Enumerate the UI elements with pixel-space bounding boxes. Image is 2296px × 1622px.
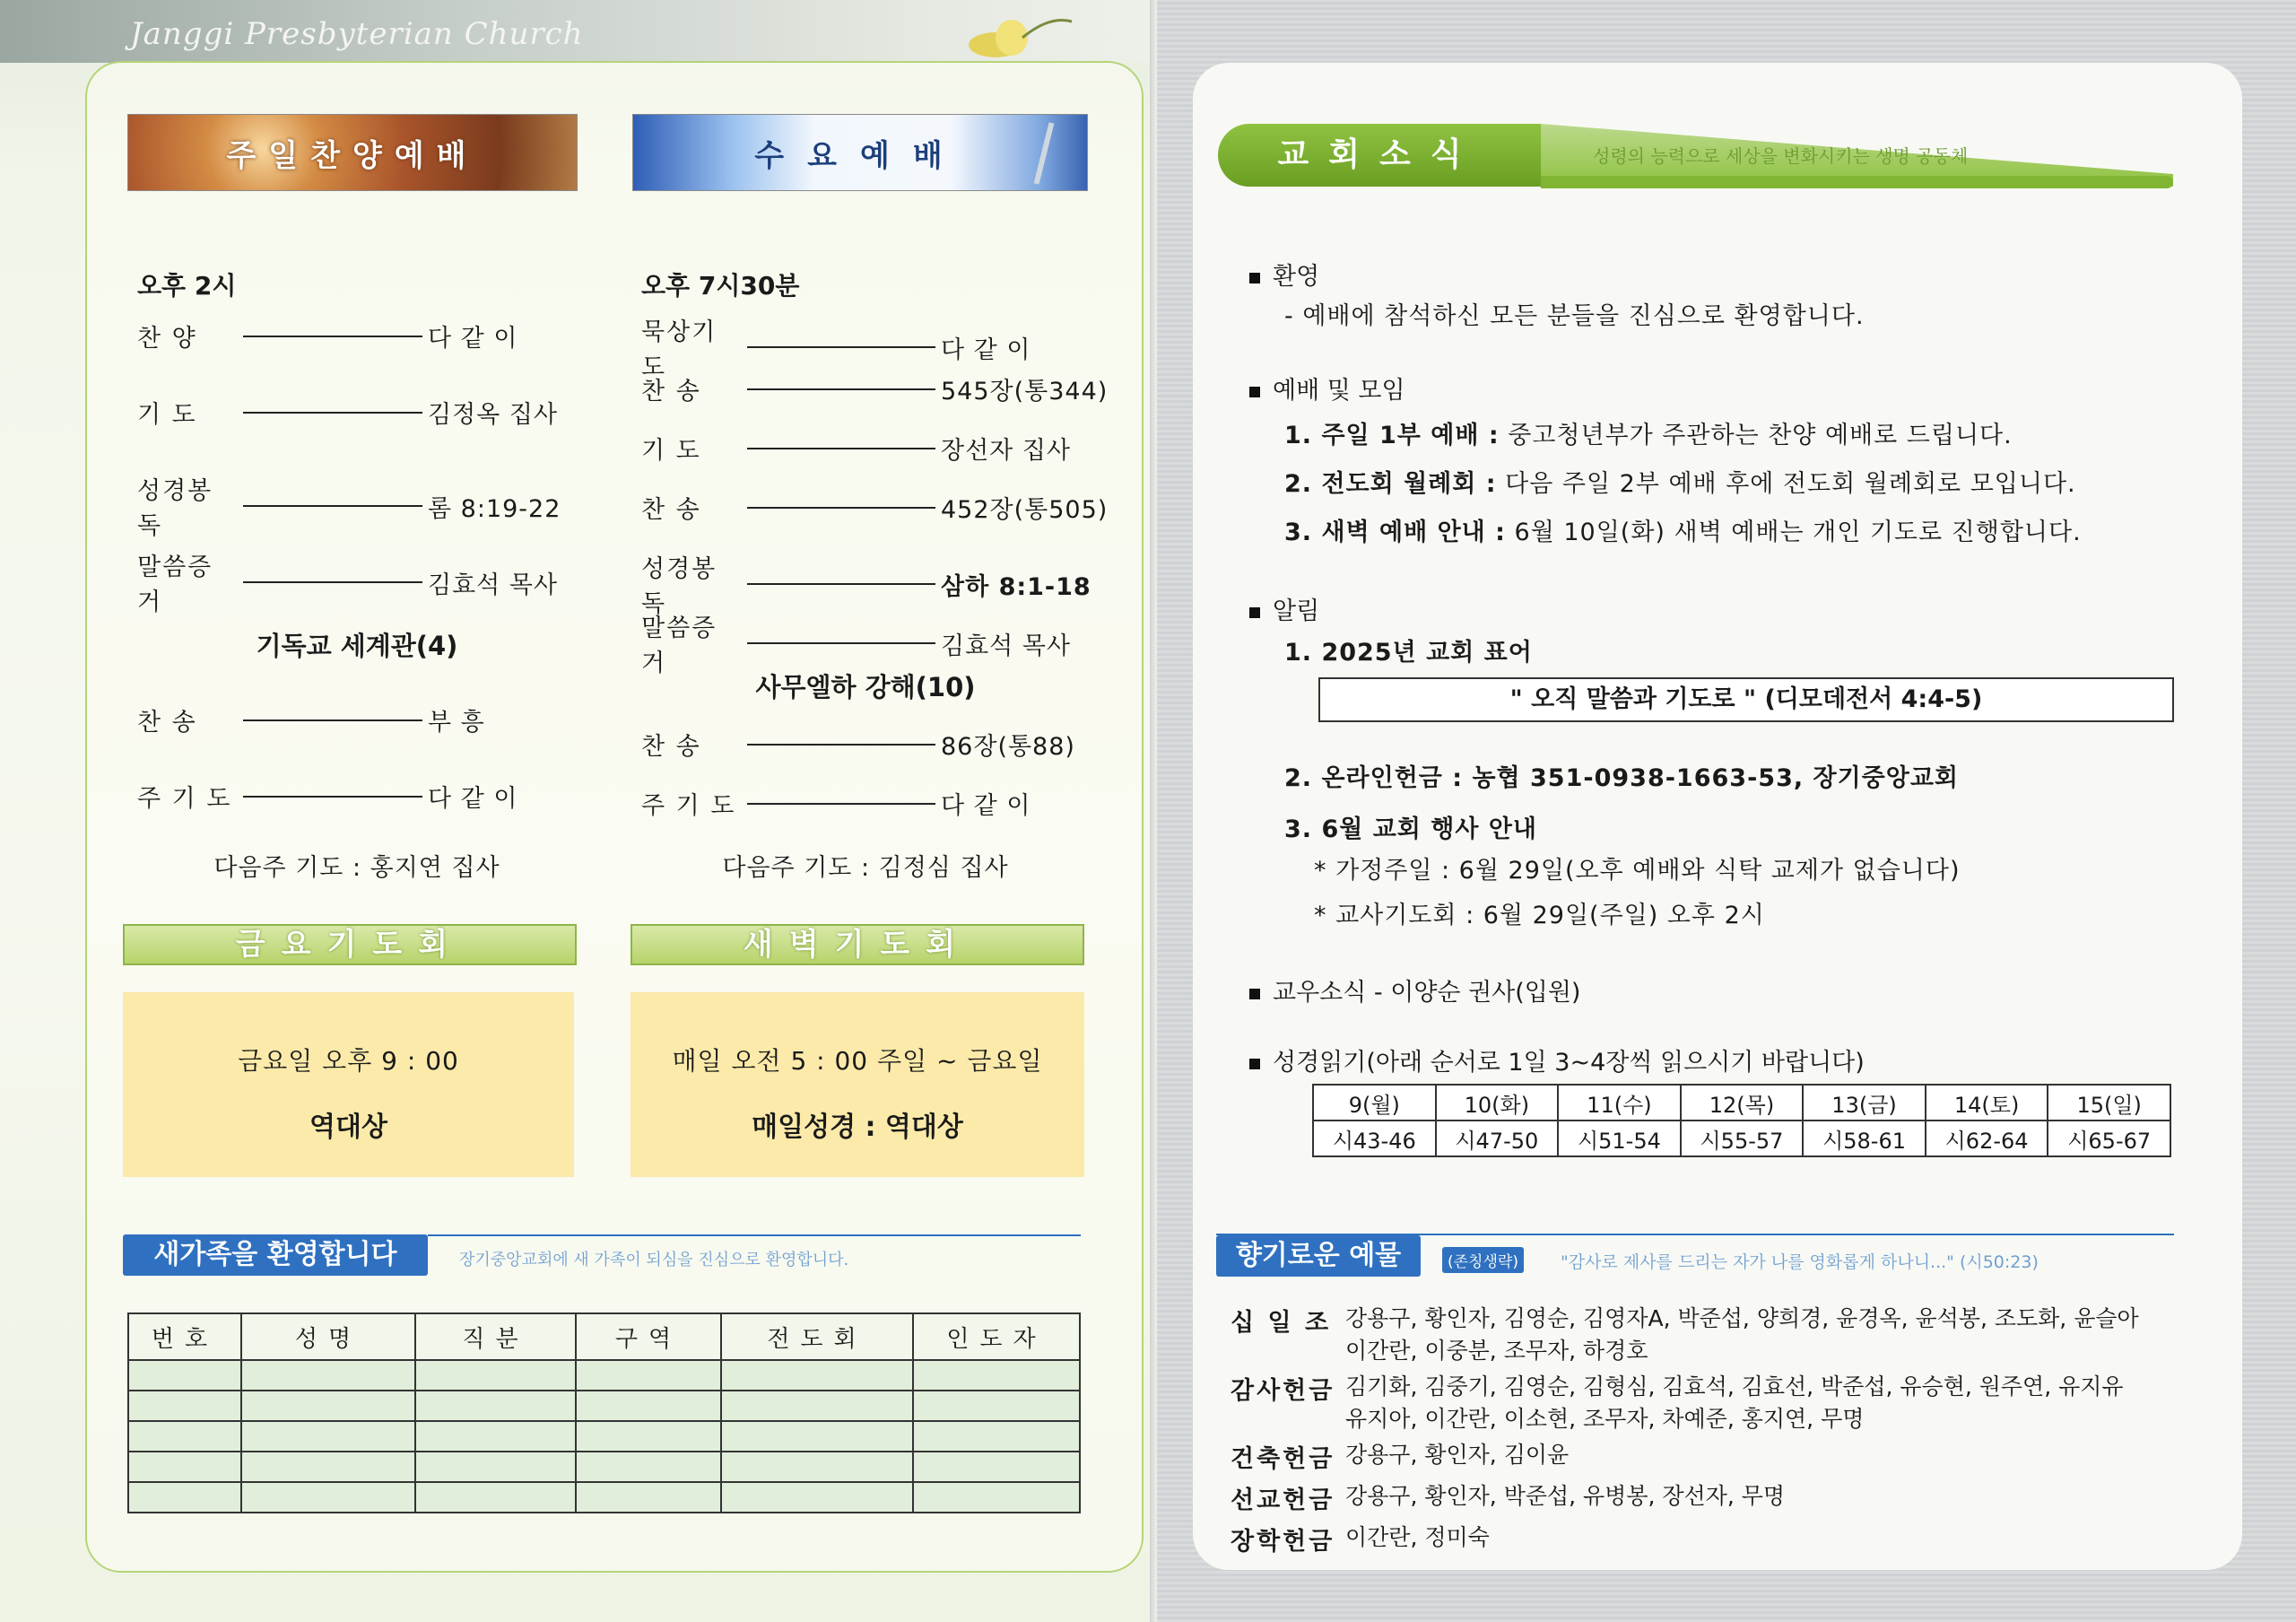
wednesday-order-row bbox=[641, 786, 1031, 821]
wednesday-next-prayer: 다음주 기도 : 김정심 집사 bbox=[722, 854, 1009, 882]
leader-line bbox=[243, 719, 422, 721]
offering-title: 향기로운 예물 bbox=[1216, 1235, 1421, 1277]
sunday-time: 오후 2시 bbox=[137, 271, 237, 301]
leader-line bbox=[747, 744, 935, 746]
table-cell: 10(화) bbox=[1436, 1085, 1559, 1121]
friday-prayer-banner: 금요기도회 bbox=[123, 924, 577, 965]
offering-category: 건축헌금 bbox=[1231, 1445, 1335, 1473]
leader-line bbox=[243, 505, 422, 507]
order-value: 장선자 집사 bbox=[941, 437, 1071, 465]
offering-names: 유지아, 이간란, 이소현, 조무자, 차예준, 홍지연, 무명 bbox=[1345, 1406, 1865, 1432]
flower-icon bbox=[960, 11, 1076, 65]
order-value: 다 같 이 bbox=[428, 785, 518, 813]
leader-line bbox=[747, 388, 935, 390]
order-label: 기 도 bbox=[137, 401, 197, 429]
leader-line bbox=[747, 346, 935, 348]
item-label: 2. 전도회 월례회 : bbox=[1284, 470, 1497, 498]
order-label: 찬 양 bbox=[137, 325, 197, 353]
table-header: 직분 bbox=[415, 1313, 576, 1360]
member-news-text: 교우소식 - 이양순 권사(입원) bbox=[1273, 979, 1581, 1007]
news-banner-underline bbox=[1541, 176, 2173, 188]
table-cell: 15(일) bbox=[2048, 1085, 2170, 1121]
order-value: 부 흥 bbox=[428, 709, 485, 737]
notice-events-label: 3. 6월 교회 행사 안내 bbox=[1284, 815, 1538, 843]
friday-text: 역대상 bbox=[309, 1112, 387, 1143]
offering-names: 김기화, 김중기, 김영순, 김형심, 김효석, 김효선, 박준섭, 유승현, 원주연, 유지유 bbox=[1345, 1373, 2124, 1400]
table-cell: 11(수) bbox=[1558, 1085, 1681, 1121]
dawn-prayer-banner: 새벽기도회 bbox=[631, 924, 1084, 965]
table-cell: 시47-50 bbox=[1436, 1121, 1559, 1156]
bible-reading-heading bbox=[1249, 1042, 1865, 1077]
offering-category: 십 일 조 bbox=[1231, 1309, 1332, 1337]
leader-line bbox=[243, 581, 422, 583]
sunday-order-row bbox=[137, 471, 561, 541]
leader-line bbox=[747, 642, 935, 644]
order-label: 찬 송 bbox=[641, 733, 701, 761]
dawn-time: 매일 오전 5 : 00 주일 ~ 금요일 bbox=[672, 1046, 1043, 1076]
table-header-row bbox=[128, 1313, 1080, 1360]
friday-prayer-box bbox=[123, 992, 574, 1177]
bullet-square-icon bbox=[1249, 607, 1260, 618]
table-cell: 9(월) bbox=[1313, 1085, 1436, 1121]
offering-quote: "감사로 제사를 드리는 자가 나를 영화롭게 하나니..." (시50:23) bbox=[1561, 1252, 2039, 1272]
order-value: 김효석 목사 bbox=[941, 632, 1071, 660]
worship-item bbox=[1284, 512, 2082, 547]
leader-line bbox=[747, 507, 935, 509]
table-header: 전도회 bbox=[721, 1313, 913, 1360]
cross-icon bbox=[1034, 122, 1055, 184]
worship-item bbox=[1284, 415, 2013, 450]
church-news-title: 교회소식 bbox=[1218, 124, 1541, 187]
sunday-order-row bbox=[137, 395, 558, 430]
welcome-text: - 예배에 참석하신 모든 분들을 진심으로 환영합니다. bbox=[1284, 302, 1865, 330]
table-row bbox=[128, 1452, 1080, 1482]
order-label: 찬 송 bbox=[137, 709, 197, 737]
table-cell: 시65-67 bbox=[2048, 1121, 2170, 1156]
order-label: 주 기 도 bbox=[137, 785, 232, 813]
notice-event-item: * 교사기도회 : 6월 29일(주일) 오후 2시 bbox=[1314, 902, 1765, 929]
table-row bbox=[128, 1421, 1080, 1452]
bullet-square-icon bbox=[1249, 989, 1260, 999]
bullet-square-icon bbox=[1249, 273, 1260, 283]
dawn-prayer-box bbox=[631, 992, 1084, 1177]
item-text: 6월 10일(화) 새벽 예배는 개인 기도로 진행합니다. bbox=[1505, 519, 2082, 546]
newcomer-note: 장기중앙교회에 새 가족이 되심을 진심으로 환영합니다. bbox=[459, 1251, 849, 1269]
worship-item bbox=[1284, 464, 2076, 499]
heading-text: 알림 bbox=[1273, 597, 1320, 625]
dawn-text: 매일성경 : 역대상 bbox=[752, 1112, 963, 1143]
sunday-next-prayer: 다음주 기도 : 홍지연 집사 bbox=[213, 854, 500, 882]
order-label: 성경봉독 bbox=[641, 555, 718, 618]
offering-row bbox=[1231, 1439, 1569, 1474]
leader-line bbox=[243, 412, 422, 414]
order-value: 다 같 이 bbox=[428, 325, 518, 353]
offering-names: 이간란, 이중분, 조무자, 하경호 bbox=[1345, 1338, 1648, 1364]
offering-names: 강용구, 황인자, 김이윤 bbox=[1345, 1442, 1570, 1468]
order-value: 롬 8:19-22 bbox=[428, 494, 561, 523]
leader-line bbox=[747, 583, 935, 585]
notice-online-offering: 2. 온라인헌금 : 농협 351-0938-1663-53, 장기중앙교회 bbox=[1284, 764, 1960, 792]
offering-row bbox=[1231, 1480, 1785, 1515]
order-label: 말씀증거 bbox=[641, 615, 718, 677]
leader-line bbox=[747, 803, 935, 805]
table-row bbox=[1313, 1085, 2170, 1121]
order-value: 452장(통505) bbox=[941, 496, 1109, 524]
offering-category: 선교헌금 bbox=[1231, 1487, 1335, 1514]
newcomer-title: 새가족을 환영합니다 bbox=[123, 1234, 428, 1276]
offering-names: 강용구, 황인자, 박준섭, 유병봉, 장선자, 무명 bbox=[1345, 1483, 1786, 1509]
table-row bbox=[128, 1360, 1080, 1391]
order-label: 찬 송 bbox=[641, 496, 701, 524]
wednesday-worship-banner bbox=[632, 114, 1088, 191]
table-cell: 시43-46 bbox=[1313, 1121, 1436, 1156]
church-news-tagline: 성령의 능력으로 세상을 변화시키는 생명 공동체 bbox=[1593, 145, 1969, 167]
offering-row bbox=[1231, 1303, 2139, 1367]
offering-names: 강용구, 황인자, 김영순, 김영자A, 박준섭, 양희경, 윤경옥, 윤석봉, 조도화, 윤슬아 bbox=[1345, 1305, 2139, 1331]
table-cell: 시55-57 bbox=[1681, 1121, 1804, 1156]
table-header: 성명 bbox=[241, 1313, 415, 1360]
sunday-order-row bbox=[137, 547, 558, 617]
sunday-worship-banner bbox=[127, 114, 578, 191]
table-cell: 14(토) bbox=[1926, 1085, 2048, 1121]
order-value: 김정옥 집사 bbox=[428, 401, 558, 429]
offering-names: 이간란, 정미숙 bbox=[1345, 1524, 1490, 1550]
table-row bbox=[1313, 1121, 2170, 1156]
newcomer-table bbox=[127, 1312, 1081, 1513]
order-value: 545장(통344) bbox=[941, 378, 1109, 406]
offering-category: 장학헌금 bbox=[1231, 1528, 1335, 1556]
welcome-heading bbox=[1249, 257, 1319, 292]
order-label: 묵상기도 bbox=[641, 318, 718, 381]
table-cell: 13(금) bbox=[1803, 1085, 1926, 1121]
leader-line bbox=[243, 336, 422, 337]
sunday-order-row bbox=[137, 702, 485, 737]
order-label: 말씀증거 bbox=[137, 554, 213, 616]
order-value: 김효석 목사 bbox=[428, 571, 558, 599]
notice-event-item: * 가정주일 : 6월 29일(오후 예배와 식탁 교제가 없습니다) bbox=[1314, 857, 1961, 885]
leader-line bbox=[243, 796, 422, 798]
heading-text: 예배 및 모임 bbox=[1273, 377, 1405, 405]
sunday-sermon-title: 기독교 세계관(4) bbox=[256, 631, 458, 661]
order-value: 다 같 이 bbox=[941, 336, 1031, 364]
newcomer-rule bbox=[428, 1234, 1081, 1236]
table-cell: 12(목) bbox=[1681, 1085, 1804, 1121]
bullet-square-icon bbox=[1249, 387, 1260, 397]
offering-row bbox=[1231, 1522, 1490, 1557]
bullet-square-icon bbox=[1249, 1059, 1260, 1069]
wednesday-time: 오후 7시30분 bbox=[641, 271, 800, 301]
offering-honorific-note: (존칭생략) bbox=[1442, 1247, 1524, 1273]
order-value: 86장(통88) bbox=[941, 733, 1075, 761]
friday-time: 금요일 오후 9 : 00 bbox=[238, 1046, 459, 1076]
sunday-worship-title: 주일찬양예배 bbox=[226, 137, 479, 174]
leader-line bbox=[747, 448, 935, 449]
wednesday-order-row bbox=[641, 371, 1108, 406]
table-row bbox=[128, 1482, 1080, 1513]
offering-row bbox=[1231, 1371, 2124, 1435]
table-cell: 시62-64 bbox=[1926, 1121, 2048, 1156]
brand-title: Janggi Presbyterian Church bbox=[130, 16, 584, 52]
order-label: 기 도 bbox=[641, 437, 701, 465]
wednesday-sermon-title: 사무엘하 강해(10) bbox=[755, 672, 976, 702]
wednesday-order-row bbox=[641, 431, 1071, 466]
order-value: 다 같 이 bbox=[941, 792, 1031, 820]
table-header: 구역 bbox=[576, 1313, 721, 1360]
item-text: 다음 주일 2부 예배 후에 전도회 월례회로 모입니다. bbox=[1496, 470, 2076, 498]
wednesday-worship-title: 수요예배 bbox=[754, 137, 966, 174]
table-header: 번호 bbox=[128, 1313, 241, 1360]
bible-reading-table bbox=[1312, 1084, 2171, 1157]
notice-heading bbox=[1249, 591, 1319, 626]
worship-heading bbox=[1249, 371, 1405, 406]
item-label: 3. 새벽 예배 안내 : bbox=[1284, 519, 1506, 546]
table-cell: 시58-61 bbox=[1803, 1121, 1926, 1156]
item-label: 1. 주일 1부 예배 : bbox=[1284, 422, 1500, 449]
table-row bbox=[128, 1391, 1080, 1421]
church-motto-box: " 오직 말씀과 기도로 " (디모데전서 4:4-5) bbox=[1318, 677, 2174, 722]
table-cell: 시51-54 bbox=[1558, 1121, 1681, 1156]
item-text: 중고청년부가 주관하는 찬양 예배로 드립니다. bbox=[1499, 422, 2013, 449]
sunday-order-row bbox=[137, 318, 517, 353]
notice-motto-label: 1. 2025년 교회 표어 bbox=[1284, 639, 1533, 667]
order-label: 주 기 도 bbox=[641, 792, 736, 820]
sunday-order-row bbox=[137, 779, 517, 814]
member-news bbox=[1249, 972, 1580, 1007]
heading-text: 환영 bbox=[1273, 263, 1320, 291]
offering-category: 감사헌금 bbox=[1231, 1377, 1335, 1405]
wednesday-order-row bbox=[641, 727, 1075, 762]
heading-text: 성경읽기(아래 순서로 1일 3~4장씩 읽으시기 바랍니다) bbox=[1273, 1049, 1865, 1077]
order-label: 성경봉독 bbox=[137, 477, 213, 540]
table-header: 인도자 bbox=[913, 1313, 1080, 1360]
order-label: 찬 송 bbox=[641, 378, 701, 406]
wednesday-order-row bbox=[641, 490, 1108, 525]
order-value: 삼하 8:1-18 bbox=[941, 572, 1091, 601]
